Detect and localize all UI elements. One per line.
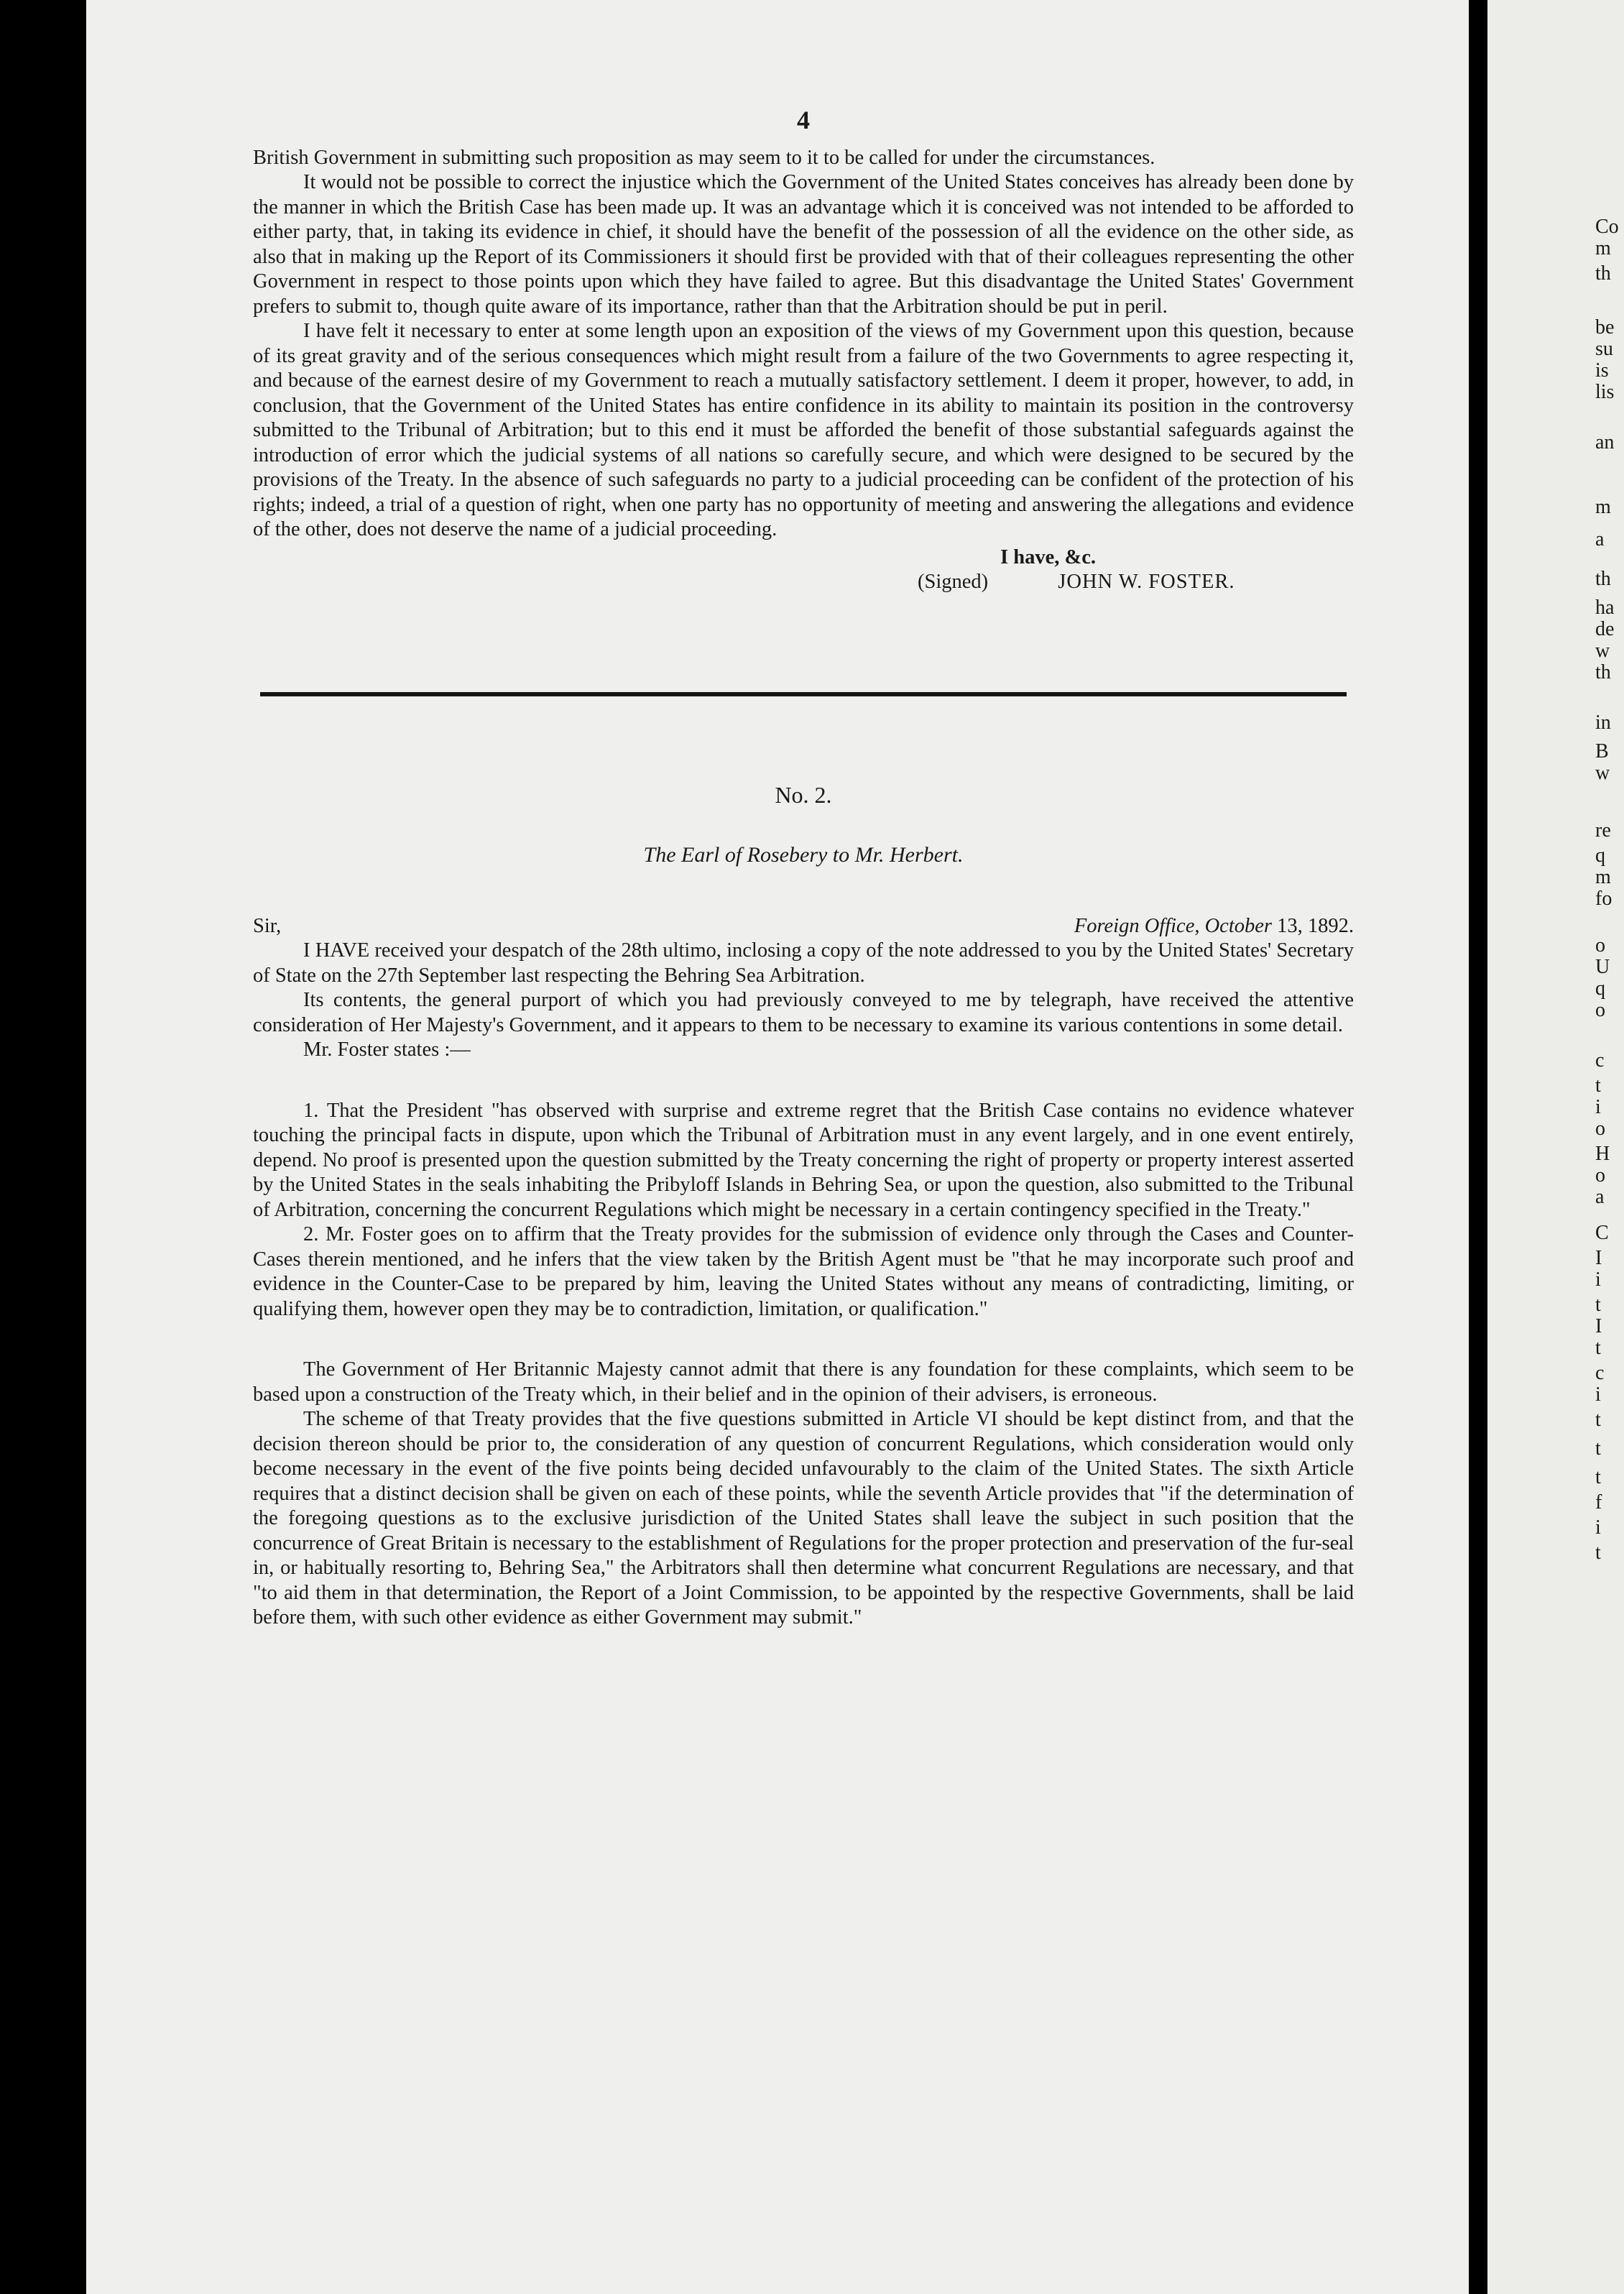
adjacent-page-fragment: c	[1595, 1362, 1605, 1384]
adjacent-page-fragment: fo	[1595, 888, 1613, 910]
section-divider	[260, 692, 1347, 696]
letter-heading: The Earl of Rosebery to Mr. Herbert.	[643, 843, 964, 867]
adjacent-page-fragment: i	[1595, 1383, 1601, 1406]
adjacent-page-fragment: m	[1595, 496, 1611, 518]
adjacent-page-fragment: t	[1595, 1542, 1601, 1564]
adjacent-page-fragment: Co	[1595, 216, 1619, 238]
adjacent-page-fragment: q	[1595, 844, 1605, 867]
adjacent-page-fragment: t	[1595, 1337, 1601, 1359]
adjacent-page-fragment: o	[1595, 934, 1605, 957]
adjacent-page-fragment: a	[1595, 528, 1605, 551]
paragraph: I have felt it necessary to enter at some length upon an exposition of the views of my Government upon this question, because of its great gravity and of the serious consequences which might result from a failure of the two Governments to agree respecting it, and because of the earnest desire of my Government to reach a mutually satisfactory settlement. I deem it proper, however, to add, in conclusion, that the Government of the United States has entire confidence in its ability to maintain its position in the controversy submitted to the Tribunal of Arbitration; but to this end it must be afforded the benefit of those substantial safeguards against the introduction of error which the judicial systems of all nations so carefully secure, and which were designed to be secured by the provisions of the Treaty. In the absence of such safeguards no party to a judicial proceeding can be confident of the protection of his rights; indeed, a trial of a question of right, when one party has no opportunity of meeting and answering the allegations and evidence of the other, does not deserve the name of a judicial proceeding.	[253, 320, 1354, 540]
paragraph: The scheme of that Treaty provides that the five questions submitted in Article VI should be kept distinct from, and that the decision thereon should be prior to, the consideration of any question of concurrent Regulations, which consideration would only become necessary in the event of the five points being decided unfavourably to the claim of the United States. The sixth Article requires that a distinct decision shall be given on each of these points, while the seventh Article provides that "if the determination of the foregoing questions as to the exclusive jurisdiction of the United States shall leave the subject in such position that the concurrence of Great Britain is necessary to the establishment of Regulations for the proper protection and preservation of the fur-seal in, or habitually resorting to, Behring Sea," the Arbitrators shall then determine what concurrent Regulations are necessary, and that "to aid them in that determination, the Report of a Joint Commission, to be appointed by the respective Governments, shall be laid before them, with such other evidence as either Government may submit."	[253, 1408, 1354, 1629]
numbered-point: 1. That the President "has observed with surprise and extreme regret that the British Case contains no evidence whatever touching the principal facts in dispute, upon which the Tribunal of Arbitration must in any event largely, and in one event entirely, depend. No proof is presented upon the question submitted by the Treaty concerning the right of property or property interest asserted by the United States in the seals inhabiting the Pribyloff Islands in Behring Sea, or upon the question, also submitted to the Tribunal of Arbitration, concerning the concurrent Regulations which might be necessary in a certain contingency specified in the Treaty."	[253, 1099, 1354, 1221]
paragraph: British Government in submitting such proposition as may seem to it to be called for under the circumstances.	[253, 146, 1155, 169]
adjacent-page-fragment: th	[1595, 262, 1611, 285]
adjacent-page-fragment: I	[1595, 1315, 1602, 1337]
document-page	[86, 0, 1469, 2294]
adjacent-page-fragment: o	[1595, 1118, 1605, 1140]
adjacent-page-fragment: is	[1595, 359, 1609, 382]
adjacent-page-fragment: lis	[1595, 381, 1615, 403]
adjacent-page-fragment: H	[1595, 1143, 1610, 1165]
adjacent-page-edge	[1487, 0, 1624, 2294]
adjacent-page-fragment: w	[1595, 640, 1610, 662]
letter-closing: I have, &c.	[1000, 545, 1096, 568]
dateline-place: Foreign Office, October	[1074, 914, 1272, 937]
adjacent-page-fragment: t	[1595, 1294, 1601, 1316]
adjacent-page-fragment: o	[1595, 999, 1605, 1021]
signature-line	[918, 570, 1354, 595]
signatory-name: JOHN W. FOSTER.	[1058, 571, 1235, 593]
adjacent-page-fragment: in	[1595, 711, 1611, 734]
adjacent-page-fragment: t	[1595, 1437, 1601, 1460]
adjacent-page-fragment: th	[1595, 568, 1611, 590]
paragraph: It would not be possible to correct the injustice which the Government of the United States conceives has already been done by the manner in which the British Case has been made up. It was an advantage which it is conceived was not intended to be afforded to either party, that, in taking its evidence in chief, it should have the benefit of the possession of all the evidence on the other side, as also that in making up the Report of its Commissioners it should first be provided with that of their colleagues representing the other Government in respect to those points upon which they have failed to agree. But this disadvantage the United States' Government prefers to submit to, though quite aware of its importance, rather than that the Arbitration should be put in peril.	[253, 171, 1354, 318]
adjacent-page-fragment: t	[1595, 1466, 1601, 1488]
adjacent-page-fragment: w	[1595, 762, 1610, 784]
adjacent-page-fragment: t	[1595, 1074, 1601, 1097]
adjacent-page-fragment: an	[1595, 431, 1615, 453]
paragraph: I HAVE received your despatch of the 28th ultimo, inclosing a copy of the note addressed to you by the United States' Secretary of State on the 27th September last respecting the Behring Sea Arbitration.	[253, 939, 1354, 987]
adjacent-page-fragment: de	[1595, 618, 1615, 640]
adjacent-page-fragment: t	[1595, 1409, 1601, 1431]
page-number: 4	[797, 106, 810, 134]
adjacent-page-fragment: C	[1595, 1222, 1609, 1244]
page-content	[253, 108, 1354, 1631]
salutation: Sir,	[253, 914, 282, 937]
signed-label: (Signed)	[918, 571, 989, 593]
document-number: No. 2.	[775, 781, 832, 808]
adjacent-page-fragment: su	[1595, 338, 1613, 360]
adjacent-page-fragment: q	[1595, 977, 1605, 1000]
adjacent-page-fragment: m	[1595, 866, 1611, 888]
adjacent-page-fragment: i	[1595, 1516, 1601, 1539]
adjacent-page-fragment: i	[1595, 1096, 1601, 1118]
adjacent-page-fragment: i	[1595, 1268, 1601, 1291]
adjacent-page-fragment: m	[1595, 237, 1611, 259]
adjacent-page-fragment: f	[1595, 1491, 1602, 1514]
adjacent-page-fragment: o	[1595, 1164, 1605, 1187]
salutation-row	[253, 914, 1354, 939]
numbered-point: 2. Mr. Foster goes on to affirm that the Treaty provides for the submission of evidence only through the Cases and Counter-Cases therein mentioned, and he infers that the view taken by the British Agent must be "that he may incorporate such proof and evidence in the Counter-Case to be prepared by him, leaving the United States without any means of contradicting, limiting, or qualifying them, however open they may be to contradiction, limitation, or qualification."	[253, 1223, 1354, 1320]
dateline	[1074, 914, 1354, 939]
adjacent-page-fragment: ha	[1595, 596, 1615, 619]
paragraph: Mr. Foster states :—	[303, 1038, 471, 1061]
adjacent-page-fragment: th	[1595, 661, 1611, 683]
adjacent-page-fragment: U	[1595, 956, 1610, 978]
adjacent-page-fragment: re	[1595, 819, 1611, 842]
dateline-date: 13, 1892.	[1272, 914, 1354, 937]
adjacent-page-fragment: B	[1595, 740, 1609, 763]
paragraph: The Government of Her Britannic Majesty cannot admit that there is any foundation for these complaints, which seem to be based upon a construction of the Treaty which, in their belief and in the opinion of their advisers, is erroneous.	[253, 1358, 1354, 1406]
adjacent-page-fragment: I	[1595, 1247, 1602, 1269]
adjacent-page-fragment: c	[1595, 1049, 1605, 1072]
paragraph: Its contents, the general purport of which you had previously conveyed to me by telegraph, have received the attentive consideration of Her Majesty's Government, and it appears to them to be necessary to examine its various contentions in some detail.	[253, 989, 1354, 1036]
adjacent-page-fragment: a	[1595, 1186, 1605, 1208]
adjacent-page-fragment: be	[1595, 316, 1615, 338]
